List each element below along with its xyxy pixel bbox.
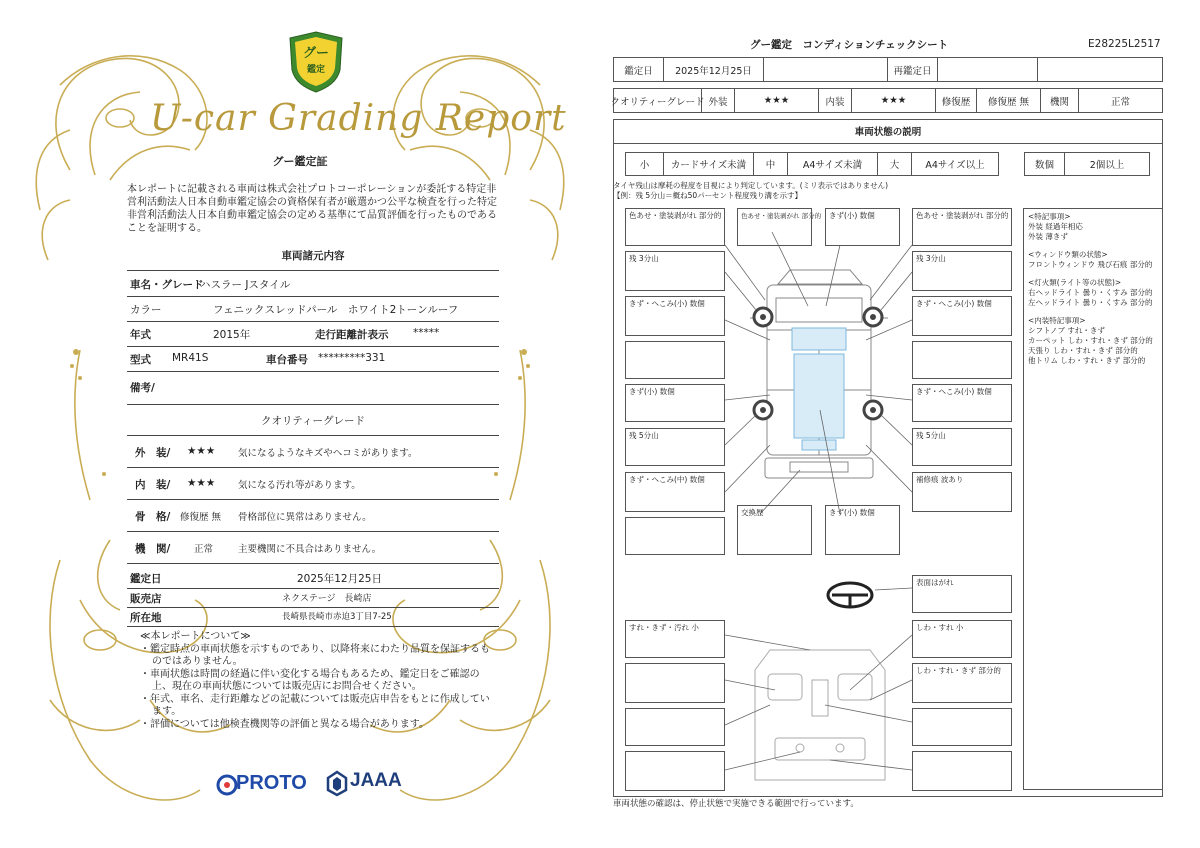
proto-logo-text: PROTO (236, 772, 307, 794)
repair-value: 修復歴 無 (977, 89, 1041, 112)
quality-row-interior (130, 477, 498, 495)
notice-item: ・年式、車名、走行距離などの記載については販売店申告をもとに作成しています。 (140, 693, 490, 717)
notes-block: <特記事項> 外装 経過年相応 外装 薄きず (1028, 212, 1083, 241)
spec-chassis-label: 車台番号 (266, 354, 308, 366)
quality-row-exterior (130, 445, 498, 463)
exterior-stars: ★★★ (735, 89, 819, 112)
quality-row-engine (130, 541, 498, 559)
shop-value: ネクステージ 長崎店 (282, 594, 372, 604)
spec-row-year (130, 327, 498, 345)
spec-name-label: 車名・グレード (130, 279, 204, 291)
notice-item: ・車両状態は時間の経過に伴い変化する場合もあるため、鑑定日をご確認の上、現在の車両状態については販売店にお問合せください。 (140, 668, 480, 692)
callout-box: しわ・すれ・きず 部分的 (912, 663, 1012, 703)
callout-box: きず(小) 数個 (625, 384, 725, 422)
legend-small-desc: カードサイズ未満 (664, 153, 754, 175)
callout-box (625, 663, 725, 703)
quality-interior-stars: ★★★ (187, 477, 216, 489)
callout-box (625, 708, 725, 746)
callout-box: しわ・すれ 小 (912, 620, 1012, 658)
callout-box: きず(小) 数個 (825, 505, 900, 555)
notice-item: ・鑑定時点の車両状態を示すものであり、以降将来にわたり品質を保証するものではありません。 (140, 643, 490, 667)
notes-block: <ウィンドウ類の状態> フロントウィンドウ 飛び石痕 部分的 (1028, 250, 1153, 269)
interior-label: 内装 (819, 89, 852, 112)
sheet-title: グー鑑定 コンディションチェックシート (750, 39, 949, 51)
callout-box: 交換歴 (737, 505, 812, 555)
repair-label: 修復歴 (936, 89, 977, 112)
callout-box (625, 341, 725, 379)
callout-box (912, 341, 1012, 379)
certificate-title: U-car Grading Report (150, 98, 567, 139)
callout-box: きず・へこみ(小) 数個 (912, 384, 1012, 422)
inspection-date-row (130, 571, 498, 589)
spec-heading: 車両諸元内容 (281, 250, 345, 262)
divider (127, 499, 499, 500)
quality-heading: クオリティーグレード (261, 415, 365, 427)
inspection-date-label: 鑑定日 (130, 573, 162, 585)
spec-row-model (130, 352, 498, 370)
notes-block: <内装特記事項> シフトノブ すれ・きず カーペット しわ・すれ・きず 部分的 天張り しわ・すれ・きず 部分的 他トリム しわ・すれ・きず 部分的 (1028, 316, 1153, 365)
spec-chassis-value: *********331 (318, 352, 386, 364)
divider (127, 270, 499, 271)
tire-note-line2: 【例：残 5分山＝概ね50パーセント程度残り溝を示す】 (613, 190, 803, 200)
callout-box: 残 5分山 (912, 428, 1012, 466)
spec-color-label: カラー (130, 304, 162, 316)
quality-frame-value: 修復歴 無 (180, 512, 222, 523)
engine-value: 正常 (1110, 96, 1130, 108)
section-title: 車両状態の説明 (613, 119, 1163, 144)
callout-box: 残 5分山 (625, 428, 725, 466)
spec-year-label: 年式 (130, 329, 151, 341)
divider (127, 296, 499, 297)
date-value: 2025年12月25日 (664, 58, 764, 81)
legend-small: 小 (626, 153, 664, 175)
divider (127, 588, 499, 589)
spec-mileage-label: 走行距離計表示 (315, 329, 389, 341)
divider (127, 371, 499, 372)
callout-box (912, 708, 1012, 746)
date-label: 鑑定日 (614, 58, 664, 81)
callout-box: 色あせ・塗装剥がれ 部分的 (737, 208, 812, 246)
spec-remarks-label: 備考/ (130, 382, 155, 394)
callout-box: 残 3分山 (912, 251, 1012, 291)
quality-exterior-stars: ★★★ (187, 445, 216, 457)
badge-text-top: グー (302, 46, 329, 61)
spec-color-value: フェニックスレッドパール ホワイト2トーンルーフ (213, 304, 459, 316)
shop-label: 販売店 (130, 593, 162, 605)
interior-stars: ★★★ (852, 89, 936, 112)
divider (127, 607, 499, 608)
callout-box: きず・へこみ(小) 数個 (625, 296, 725, 336)
legend-count: 数個 (1025, 153, 1065, 175)
engine-label: 機関 (1041, 89, 1079, 112)
callout-box: きず(小) 数個 (825, 208, 900, 246)
callout-box: 色あせ・塗装剥がれ 部分的 (912, 208, 1012, 246)
callout-box: すれ・きず・汚れ 小 (625, 620, 725, 658)
proto-logo-icon (216, 774, 238, 796)
notes-block: <灯火類(ライト等の状態)> 右ヘッドライト 曇り・くすみ 部分的 左ヘッドライト 曇り・くすみ 部分的 (1028, 278, 1153, 307)
notice-heading: ≪本レポートについて≫ (140, 631, 251, 642)
notice-section (140, 631, 490, 731)
spec-mileage-value: ***** (413, 327, 440, 339)
quality-exterior-text: 気になるようなキズやヘコミがあります。 (238, 448, 418, 459)
address-label: 所在地 (130, 612, 162, 624)
quality-row-frame (130, 509, 498, 527)
legend-count-desc: 2個以上 (1089, 160, 1125, 171)
certificate-intro: 本レポートに記載される車両は株式会社プロトコーポレーションが委託する特定非営利活動法人日本自動車鑑定協会の資格保有者が厳選かつ公平な検査を行った特定非営利活動法人日本自動車鑑定協会の定める基準にて品質評価を行ったものであることを証明する。 (127, 184, 497, 234)
legend-large-desc: A4サイズ以上 (925, 160, 985, 171)
quality-label: クオリティーグレード (614, 89, 702, 112)
condition-check-sheet (600, 0, 1200, 848)
certificate-subtitle: グー鑑定証 (272, 155, 328, 168)
inspection-date-value: 2025年12月25日 (297, 573, 382, 585)
divider (127, 626, 499, 627)
quality-interior-text: 気になる汚れ等があります。 (238, 480, 361, 491)
callout-box: 補修痕 波あり (912, 472, 1012, 512)
divider (127, 404, 499, 405)
quality-frame-text: 骨格部位に異常はありません。 (238, 512, 372, 523)
footer-note: 車両状態の確認は、停止状態で実施できる範囲で行っています。 (613, 799, 859, 809)
divider (127, 435, 499, 436)
callout-box: きず・へこみ(中) 数個 (625, 472, 725, 512)
quality-engine-text: 主要機関に不具合はありません。 (238, 544, 382, 555)
address-value: 長崎県長崎市赤迫3丁目7-25 (282, 612, 392, 622)
spec-model-value: MR41S (172, 352, 209, 364)
jaaa-logo-icon (326, 770, 348, 796)
callout-box: 表面はがれ (912, 575, 1012, 613)
divider (127, 563, 499, 564)
spec-name-value: ハスラー Jスタイル (200, 279, 291, 291)
legend-large: 大 (878, 153, 912, 175)
exterior-label: 外装 (702, 89, 735, 112)
divider (127, 346, 499, 347)
callout-box (912, 751, 1012, 791)
callout-box (625, 517, 725, 555)
jaaa-logo-text: JAAA (350, 770, 402, 791)
callout-box: 色あせ・塗装剥がれ 部分的 (625, 208, 725, 246)
quality-engine-label: 機 関/ (135, 543, 171, 555)
tire-note-line1: タイヤ残山は摩耗の程度を目視により判定しています。(ミリ表示ではありません) (613, 181, 889, 190)
badge-text-bottom: 鑑定 (306, 65, 325, 75)
quality-exterior-label: 外 装/ (135, 447, 171, 459)
spec-row-name (130, 277, 498, 295)
spec-row-remarks (130, 380, 498, 398)
legend-mid-desc: A4サイズ未満 (788, 153, 878, 175)
special-notes-panel (1023, 208, 1163, 790)
spec-row-color (130, 302, 498, 320)
sheet-id: E28225L2517 (1088, 38, 1161, 50)
reinspect-label: 再鑑定日 (888, 58, 938, 81)
divider (127, 531, 499, 532)
quality-interior-label: 内 装/ (135, 479, 171, 491)
spec-model-label: 型式 (130, 354, 151, 366)
divider (127, 321, 499, 322)
spec-year-value: 2015年 (213, 329, 251, 341)
quality-engine-value: 正常 (194, 544, 214, 555)
notice-item: ・評価については他検査機関等の評価と異なる場合があります。 (140, 718, 429, 730)
callout-box: きず・へこみ(小) 数個 (912, 296, 1012, 336)
divider (127, 467, 499, 468)
quality-frame-label: 骨 格/ (135, 511, 171, 523)
callout-box: 残 3分山 (625, 251, 725, 291)
callout-box (625, 751, 725, 791)
legend-mid: 中 (754, 153, 788, 175)
